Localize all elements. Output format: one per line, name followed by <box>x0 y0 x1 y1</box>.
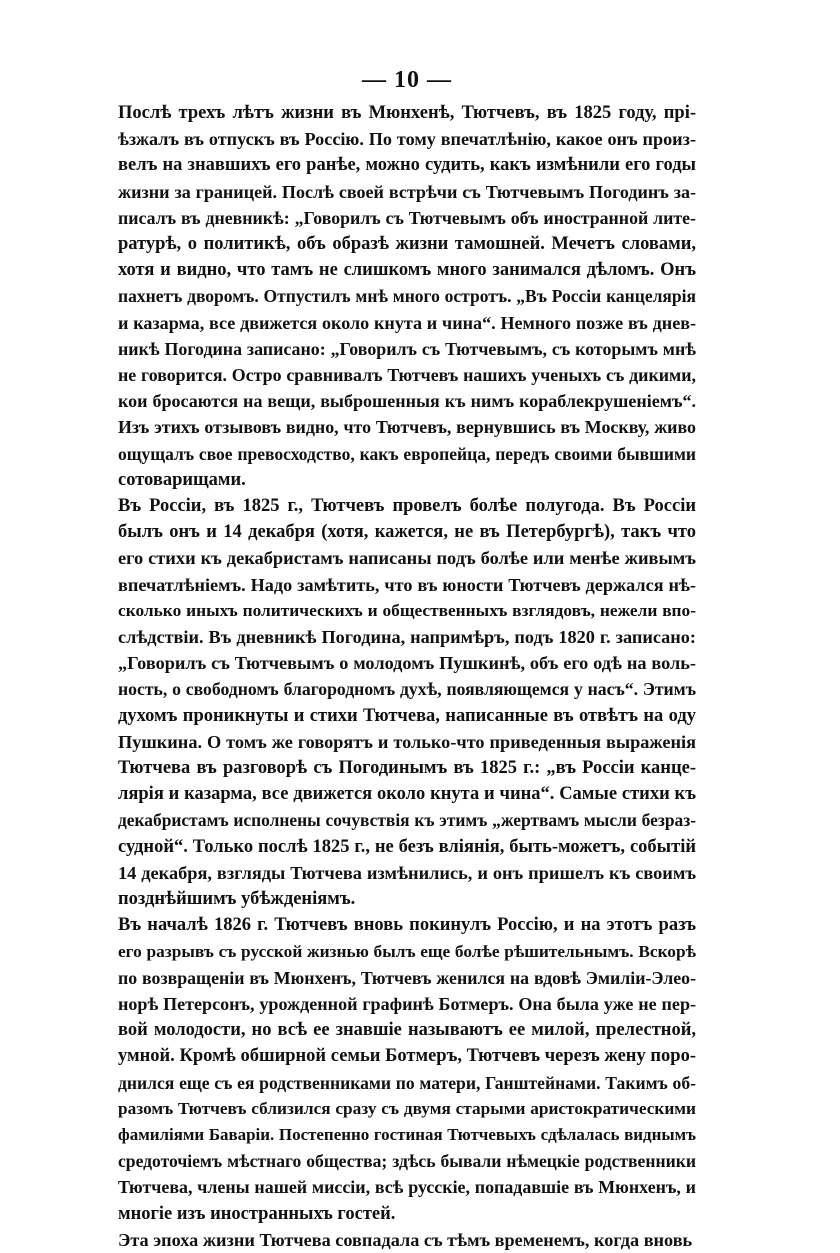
text-line: „Говорилъ съ Тютчевымъ о молодомъ Пушкинѣ, объ его одѣ на воль- <box>118 653 696 674</box>
text-line: его стихи къ декабристамъ написаны подъ болѣе или менѣе живымъ <box>118 548 696 569</box>
text-line: 14 декабря, взгляды Тютчева измѣнились, и онъ пришелъ къ своимъ <box>118 862 696 883</box>
text-line: по возвращеніи въ Мюнхенъ, Тютчевъ женился на вдовѣ Эмиліи-Элео- <box>118 967 696 988</box>
book-page <box>118 62 696 1253</box>
text-line: умной. Кромѣ обширной семьи Ботмеръ, Тютчевъ черезъ жену поро- <box>118 1046 696 1067</box>
text-line: ощущалъ свое превосходство, какъ европейца, передъ своими бывшими <box>118 443 696 464</box>
text-line: декабристамъ исполнены сочувствія къ этимъ „жертвамъ мысли безраз- <box>118 810 696 831</box>
text-line: впечатлѣніемъ. Надо замѣтить, что въ юности Тютчевъ держался нѣ- <box>118 574 696 595</box>
text-line: судной“. Только послѣ 1825 г., не безъ вліянія, быть-можетъ, событій <box>118 836 696 857</box>
text-line: Пушкина. О томъ же говорятъ и только-что приведенныя выраженія <box>118 731 696 752</box>
text-line: Изъ этихъ отзывовъ видно, что Тютчевъ, вернувшись въ Москву, живо <box>118 417 696 438</box>
page-number: — 10 — <box>362 67 452 93</box>
text-line: средоточіемъ мѣстнаго общества; здѣсь бывали нѣмецкіе родственники <box>118 1151 696 1172</box>
text-line: Въ Россіи, въ 1825 г., Тютчевъ провелъ болѣе полугода. Въ Россіи <box>118 496 696 517</box>
text-line: вой молодости, но всѣ ее знавшіе называютъ ее милой, прелестной, <box>118 1020 696 1041</box>
text-line: и казарма, все движется около кнута и чина“. Немного позже въ днев- <box>118 312 696 333</box>
text-line: Эта эпоха жизни Тютчева совпадала съ тѣмъ временемъ, когда вновь <box>118 1229 693 1250</box>
paragraph <box>118 100 696 493</box>
text-line: Послѣ трехъ лѣтъ жизни въ Мюнхенѣ, Тютчевъ, въ 1825 году, прі- <box>118 103 696 123</box>
text-line: норѣ Петерсонъ, урожденной графинѣ Ботмеръ. Она была уже не пер- <box>118 993 696 1014</box>
text-line: лярія и казарма, все движется около кнута и чина“. Самые стихи къ <box>118 784 696 805</box>
text-line: разомъ Тютчевъ сблизился сразу съ двумя старыми аристократическими <box>118 1098 696 1118</box>
text-line: сотоварищами. <box>118 469 246 490</box>
text-line: жизни за границей. Послѣ своей встрѣчи съ Тютчевымъ Погодинъ за- <box>118 181 696 202</box>
text-line: никѣ Погодина записано: „Говорилъ съ Тютчевымъ, съ которымъ мнѣ <box>118 338 696 359</box>
text-line: днился еще съ ея родственниками по матери, Ганштейнами. Такимъ об- <box>118 1072 696 1093</box>
text-line: Въ началѣ 1826 г. Тютчевъ вновь покинулъ Россію, и на этотъ разъ <box>118 915 696 936</box>
text-line: ратурѣ, о политикѣ, объ образѣ жизни тамошней. Мечетъ словами, <box>118 234 696 255</box>
text-line: ность, о свободномъ благородномъ духѣ, появляющемся у насъ“. Этимъ <box>118 679 696 700</box>
paragraph <box>118 1227 696 1253</box>
text-line: велъ на знавшихъ его ранѣе, можно судить, какъ измѣнили его годы <box>118 155 696 176</box>
text-line: сколько иныхъ политическихъ и общественныхъ взглядовъ, нежели впо- <box>118 600 696 620</box>
paragraph <box>118 912 696 1226</box>
text-line: писалъ въ дневникѣ: „Говорилъ съ Тютчевымъ объ иностранной лите- <box>118 207 696 228</box>
text-line: былъ онъ и 14 декабря (хотя, кажется, не въ Петербургѣ), такъ что <box>118 522 696 543</box>
text-line: не говорится. Остро сравнивалъ Тютчевъ нашихъ ученыхъ съ дикими, <box>118 365 696 386</box>
text-line: его разрывъ съ русской жизнью былъ еще болѣе рѣшительнымъ. Вскорѣ <box>118 941 696 961</box>
text-line: слѣдствіи. Въ дневникѣ Погодина, напримѣръ, подъ 1820 г. записано: <box>118 627 696 648</box>
paragraph <box>118 493 696 912</box>
text-line: Тютчева въ разговорѣ съ Погодинымъ въ 1825 г.: „въ Россіи канце- <box>118 758 696 779</box>
text-line: фамиліями Баваріи. Постепенно гостиная Тютчевыхъ сдѣлалась виднымъ <box>118 1124 696 1144</box>
body-text <box>118 100 696 1253</box>
text-line: хотя и видно, что тамъ не слишкомъ много занимался дѣломъ. Онъ <box>118 260 696 281</box>
text-line: позднѣйшимъ убѣжденіямъ. <box>118 889 356 910</box>
text-line: духомъ проникнуты и стихи Тютчева, написанные въ отвѣтъ на оду <box>118 705 696 726</box>
text-line: кои бросаются на вещи, выброшенныя къ нимъ кораблекрушеніемъ“. <box>118 391 696 412</box>
text-line: многіе изъ иностранныхъ гостей. <box>118 1203 396 1224</box>
text-line: Тютчева, члены нашей миссіи, всѣ русскіе, попадавшіе въ Мюнхенъ, и <box>118 1177 696 1198</box>
text-line: пахнетъ дворомъ. Отпустилъ мнѣ много остротъ. „Въ Россіи канцелярія <box>118 286 696 307</box>
text-line: ѣзжалъ въ отпускъ въ Россію. По тому впечатлѣнію, какое онъ произ- <box>118 129 696 150</box>
